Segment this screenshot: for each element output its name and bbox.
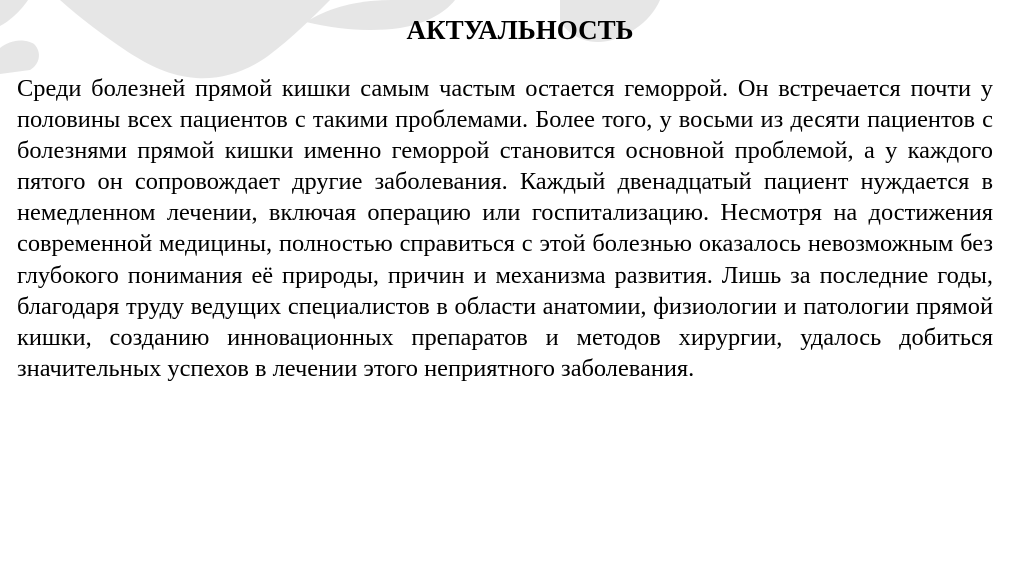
slide-title: АКТУАЛЬНОСТЬ [406, 15, 634, 45]
slide-body-text: Среди болезней прямой кишки самым частым остается геморрой. Он встречается почти у половины всех пациентов с такими проблемами. Более того, у восьми из десяти пациентов с болезнями прямой кишки именно геморрой становится основной проблемой, а у каждого пятого он сопровождает другие заболевания. Каждый двенадцатый пациент нуждается в немедленном лечении, включая операцию или госпитализацию. Несмотря на достижения современной медицины, полностью справиться с этой болезнью оказалось невозможным без глубокого понимания её природы, причин и механизма развития. Лишь за последние годы, благодаря труду ведущих специалистов в области анатомии, физиологии и патологии прямой кишки, созданию инновационных препаратов и методов хирургии, удалось добиться значительных успехов в лечении этого неприятного заболевания. [17, 75, 993, 382]
